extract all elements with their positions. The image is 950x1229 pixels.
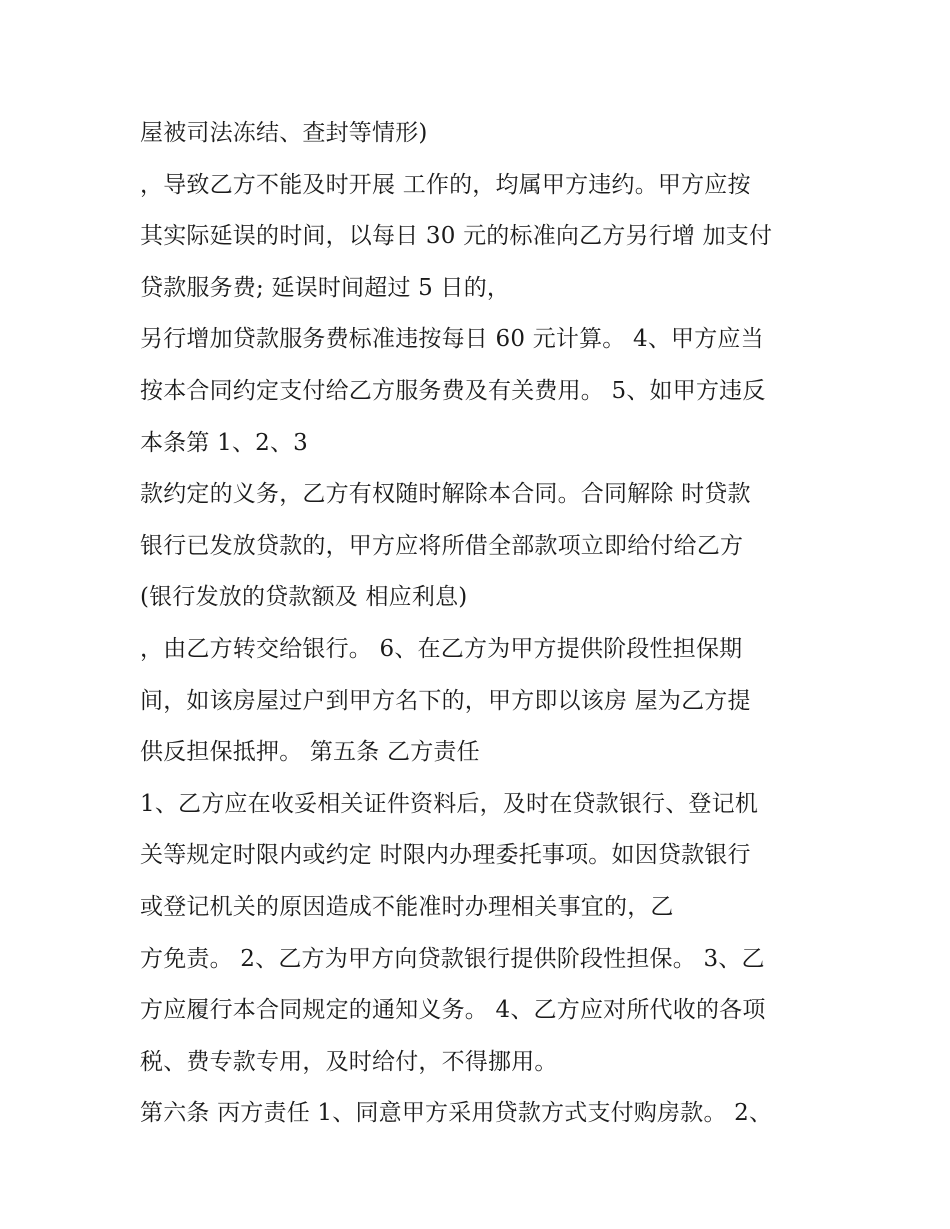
text-line: 税、费专款专用，及时给付，不得挪用。 — [140, 1048, 558, 1075]
text-line: 1、乙方应在收妥相关证件资料后，及时在贷款银行、登记机 — [140, 790, 759, 817]
text-line: 贷款服务费; 延误时间超过 5 日的， — [140, 274, 511, 301]
text-line: 方免责。 2、乙方为甲方向贷款银行提供阶段性担保。 3、乙 — [140, 945, 765, 972]
text-line: 本条第 1、2、3 — [140, 429, 309, 456]
text-line: ，导致乙方不能及时开展 工作的，均属甲方违约。甲方应按 — [140, 171, 751, 198]
text-line: 方应履行本合同规定的通知义务。 4、乙方应对所代收的各项 — [140, 997, 766, 1024]
text-line: 银行已发放贷款的，甲方应将所借全部款项立即给付给乙方 — [140, 532, 744, 559]
text-line: 关等规定时限内或约定 时限内办理委托事项。如因贷款银行 — [140, 842, 751, 869]
text-line: 或登记机关的原因造成不能准时办理相关事宜的，乙 — [140, 893, 674, 920]
text-line: 第六条 丙方责任 1、同意甲方采用贷款方式支付购房款。 2、 — [140, 1100, 773, 1127]
text-line: 供反担保抵押。 第五条 乙方责任 — [140, 739, 480, 766]
text-line: 其实际延误的时间，以每日 30 元的标准向乙方另行增 加支付 — [140, 223, 773, 250]
text-line: ，由乙方转交给银行。 6、在乙方为甲方提供阶段性担保期 — [140, 635, 743, 662]
text-line: 屋被司法冻结、查封等情形) — [140, 120, 428, 146]
text-line: 款约定的义务，乙方有权随时解除本合同。合同解除 时贷款 — [140, 481, 751, 508]
text-line: 间，如该房屋过户到甲方名下的，甲方即以该房 屋为乙方提 — [140, 687, 751, 714]
text-line: (银行发放的贷款额及 相应利息) — [140, 584, 468, 611]
contract-text-body — [140, 108, 830, 1140]
text-line: 另行增加贷款服务费标准违按每日 60 元计算。 4、甲方应当 — [140, 326, 764, 353]
text-line: 按本合同约定支付给乙方服务费及有关费用。 5、如甲方违反 — [140, 377, 766, 404]
